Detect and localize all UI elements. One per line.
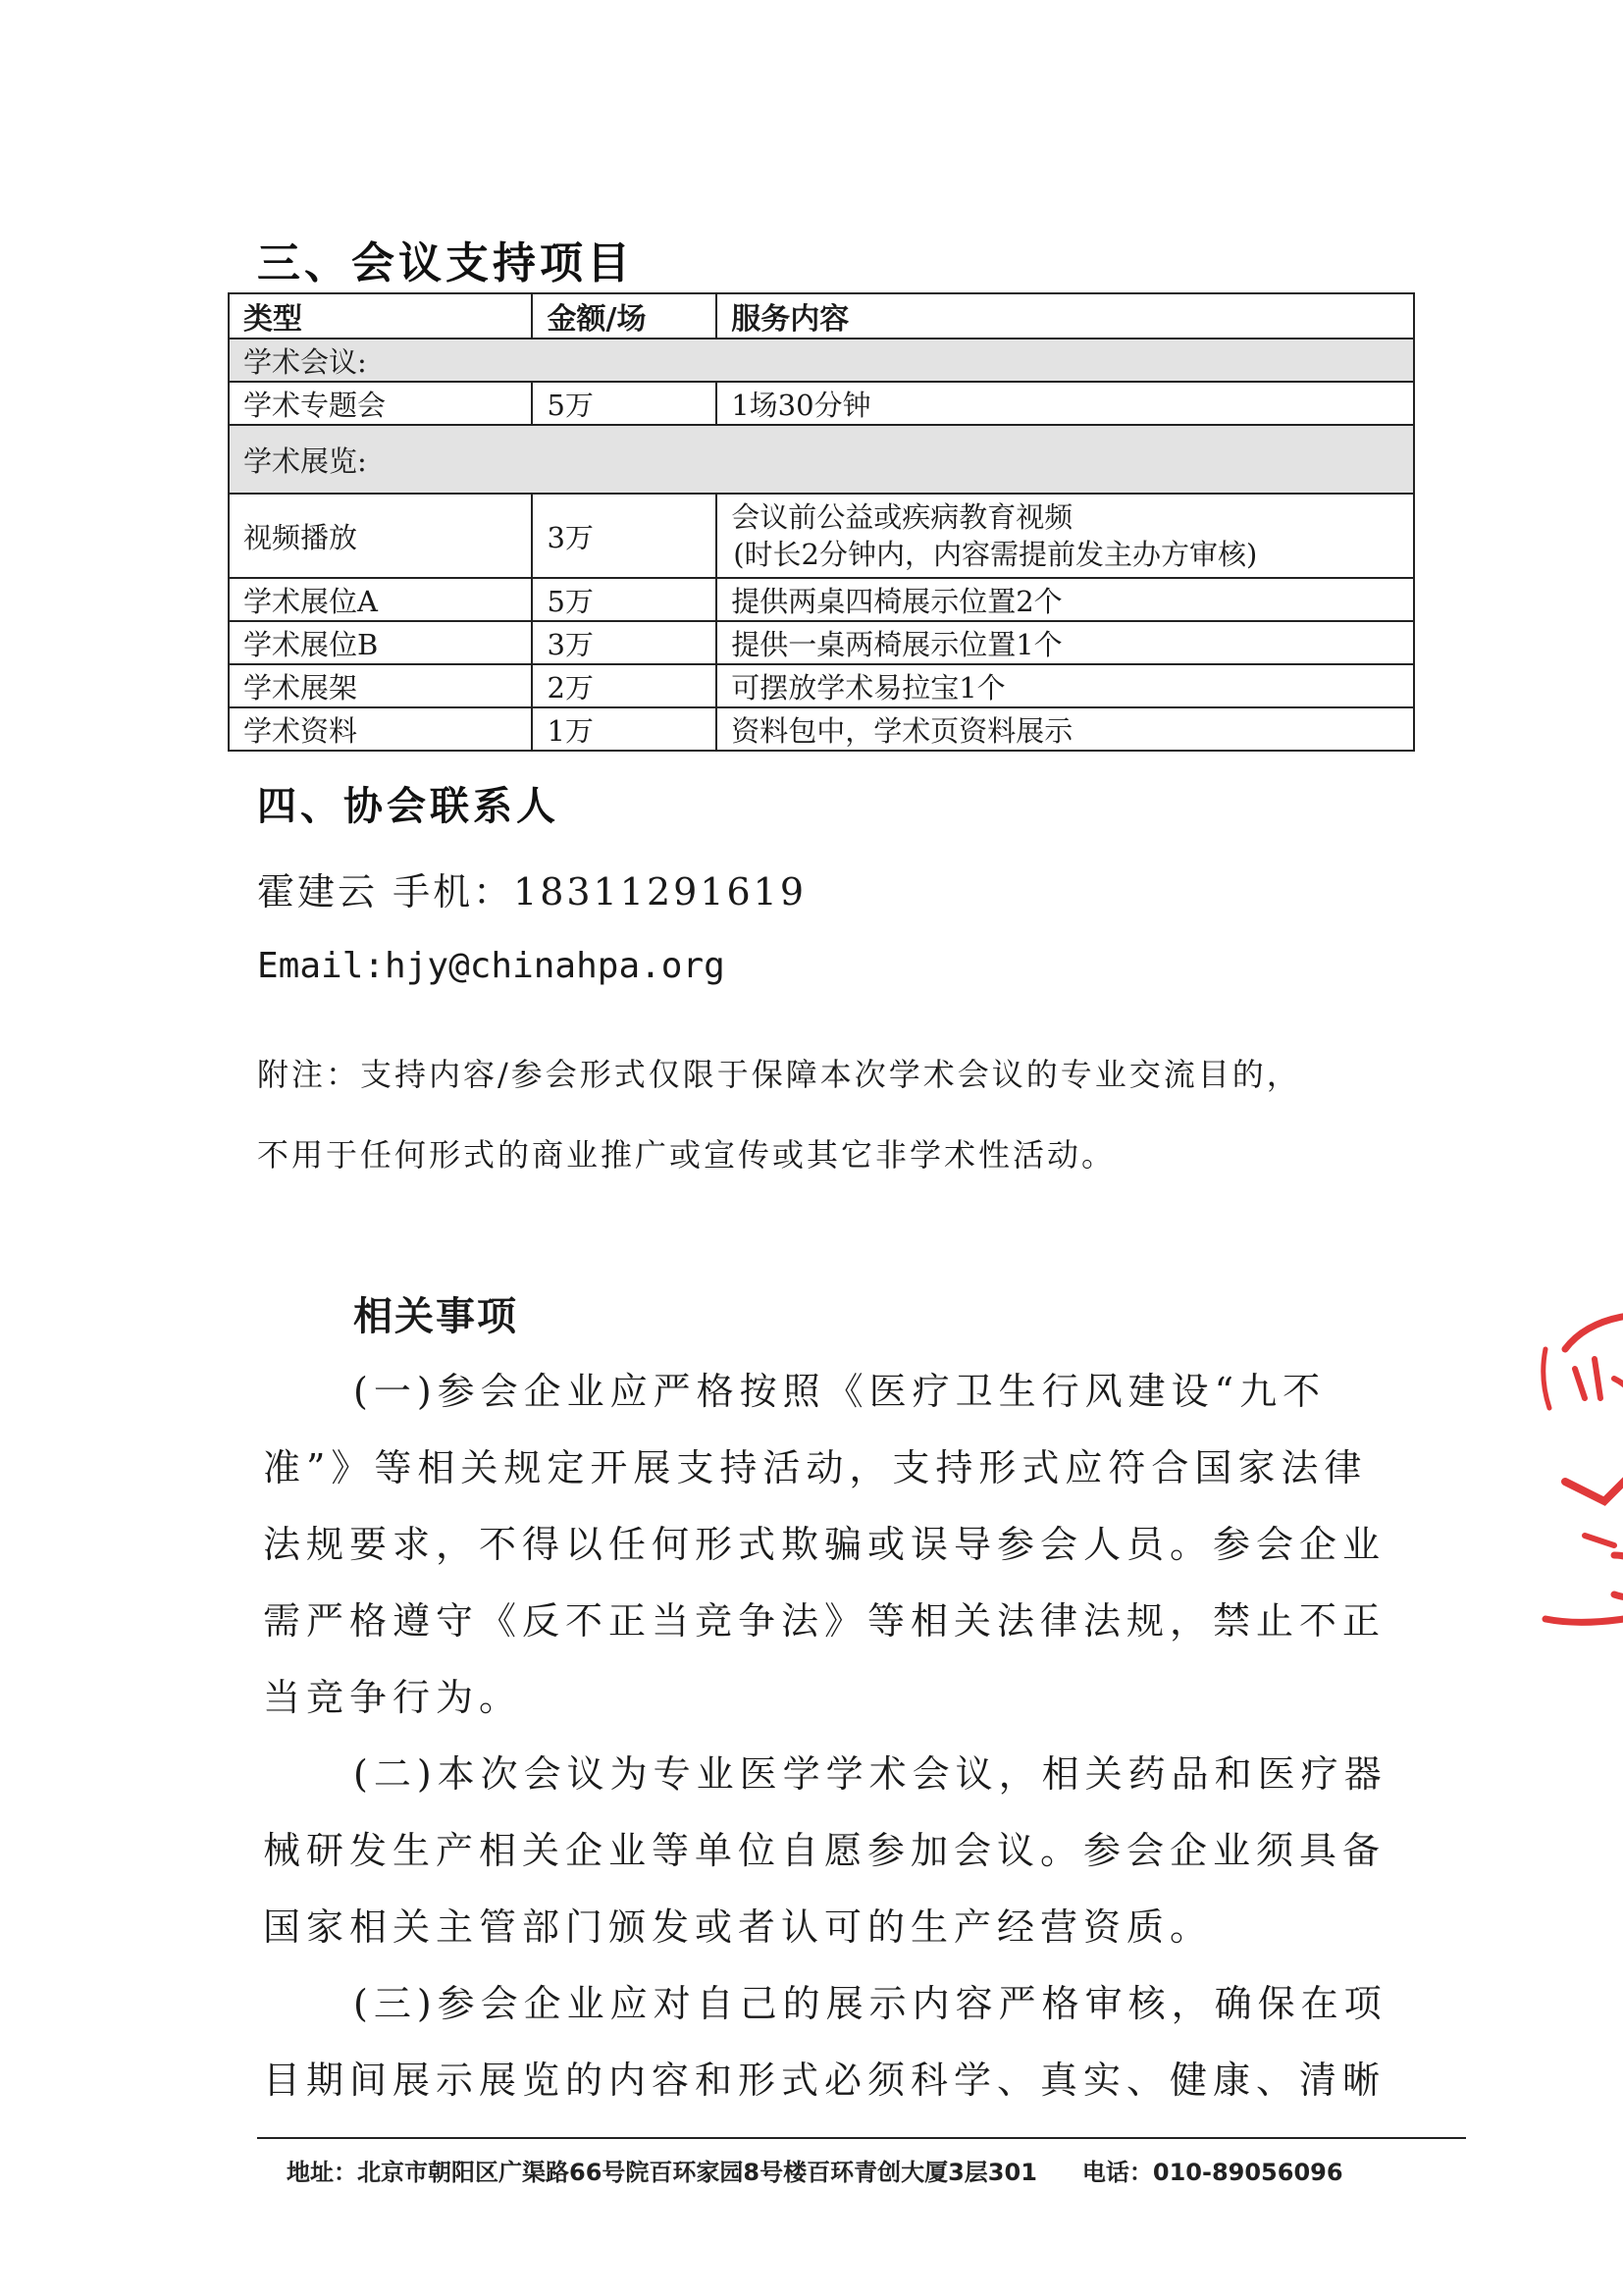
cell-service: 提供一桌两椅展示位置1个 (716, 621, 1414, 664)
matters-title: 相关事项 (353, 1294, 518, 1339)
paragraph-1-line: 准”》等相关规定开展支持活动，支持形式应符合国家法律 (263, 1446, 1368, 1489)
paragraph-1-line: 法规要求，不得以任何形式欺骗或误导参会人员。参会企业 (263, 1523, 1387, 1566)
paragraph-3-line: (三)参会企业应对自己的展示内容严格审核，确保在项 (353, 1982, 1387, 2025)
section-label: 学术会议: (229, 339, 1414, 382)
paragraph-1-line: 需严格遵守《反不正当竞争法》等相关法律法规，禁止不正 (263, 1599, 1387, 1643)
paragraph-3-line: 目期间展示展览的内容和形式必须科学、真实、健康、清晰 (263, 2059, 1387, 2102)
cell-type: 学术展位A (229, 578, 532, 621)
section4-title: 四、协会联系人 (257, 784, 559, 829)
note-line-2: 不用于任何形式的商业推广或宣传或其它非学术性活动。 (257, 1136, 1117, 1174)
footer-address: 地址：北京市朝阳区广渠路66号院百环家园8号楼百环青创大厦3层301 (287, 2159, 1037, 2186)
cell-type: 学术展架 (229, 664, 532, 707)
header-amount: 金额/场 (532, 293, 716, 339)
service-line: (时长2分钟内，内容需提前发主办方审核) (733, 538, 1258, 571)
paragraph-2-line: 械研发生产相关企业等单位自愿参加会议。参会企业须具备 (263, 1829, 1387, 1872)
cell-service (716, 494, 1414, 578)
section3-title: 三、会议支持项目 (257, 238, 634, 288)
cell-service: 可摆放学术易拉宝1个 (716, 664, 1414, 707)
footer (287, 2153, 1343, 2187)
table-row (229, 621, 1414, 664)
paragraph-1-line: (一)参会企业应严格按照《医疗卫生行风建设“九不 (353, 1370, 1327, 1413)
table-header-row (229, 293, 1414, 339)
note-line-1: 附注：支持内容/参会形式仅限于保障本次学术会议的专业交流目的， (257, 1056, 1301, 1093)
cell-amount: 3万 (532, 621, 716, 664)
cell-service: 1场30分钟 (716, 382, 1414, 425)
paragraph-2-line: (二)本次会议为专业医学学术会议，相关药品和医疗器 (353, 1752, 1387, 1796)
footer-phone: 电话：010-89056096 (1081, 2159, 1343, 2186)
section-label: 学术展览: (229, 425, 1414, 494)
table-row (229, 494, 1414, 578)
footer-divider (257, 2137, 1466, 2139)
paragraph-2-line: 国家相关主管部门颁发或者认可的生产经营资质。 (263, 1905, 1214, 1949)
cell-type: 学术专题会 (229, 382, 532, 425)
service-line: 会议前公益或疾病教育视频 (731, 500, 1073, 534)
cell-type: 视频播放 (229, 494, 532, 578)
section-row-academic-meeting (229, 339, 1414, 382)
cell-amount: 2万 (532, 664, 716, 707)
contact-email: Email:hjy@chinahpa.org (257, 946, 725, 986)
cell-type: 学术资料 (229, 707, 532, 751)
section-row-academic-exhibition (229, 425, 1414, 494)
cell-amount: 3万 (532, 494, 716, 578)
header-service: 服务内容 (716, 293, 1414, 339)
cell-type: 学术展位B (229, 621, 532, 664)
cell-amount: 1万 (532, 707, 716, 751)
table-row (229, 707, 1414, 751)
red-seal-icon (1536, 1290, 1623, 1644)
support-table (228, 292, 1415, 752)
cell-amount: 5万 (532, 382, 716, 425)
table-row (229, 578, 1414, 621)
cell-service: 资料包中，学术页资料展示 (716, 707, 1414, 751)
cell-amount: 5万 (532, 578, 716, 621)
header-type: 类型 (229, 293, 532, 339)
cell-service: 提供两桌四椅展示位置2个 (716, 578, 1414, 621)
contact-phone: 霍建云 手机：18311291619 (257, 870, 808, 913)
table-row (229, 382, 1414, 425)
table-row (229, 664, 1414, 707)
paragraph-1-line: 当竞争行为。 (263, 1676, 523, 1719)
